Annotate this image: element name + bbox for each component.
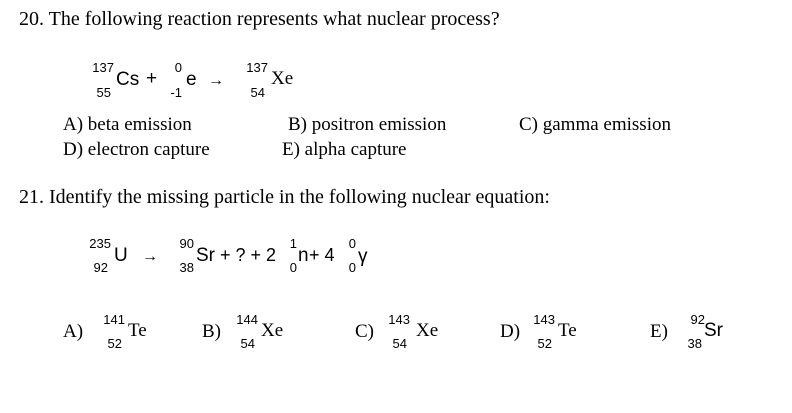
- q20-option-b[interactable]: B) positron emission: [288, 114, 447, 135]
- plus-four: + 4: [309, 245, 335, 265]
- q20-option-d[interactable]: D) electron capture: [63, 139, 210, 160]
- nuclide-sr-90: 90 38 Sr: [179, 236, 215, 275]
- question-21-title: 21. Identify the missing particle in the following nuclear equation:: [19, 186, 550, 208]
- nuclide-electron: 0 -1 e: [170, 60, 197, 100]
- q20-option-c[interactable]: C) gamma emission: [519, 114, 671, 135]
- question-20-title: 20. The following reaction represents what nuclear process?: [19, 8, 500, 30]
- nuclide-xe-137: 137 54 Xe: [246, 60, 294, 100]
- plus-sign: +: [146, 68, 158, 89]
- nuclide-cs-137: 137 55 Cs: [92, 60, 140, 100]
- nuclide-neutron: 1 0 n: [289, 236, 309, 275]
- nuclide-u-235: 235 92 U: [89, 236, 128, 275]
- missing-particle-expression: + ? + 2: [220, 245, 277, 265]
- q20-option-a[interactable]: A) beta emission: [63, 114, 192, 135]
- reaction-arrow: →: [208, 72, 224, 89]
- q20-option-e[interactable]: E) alpha capture: [282, 139, 407, 160]
- nuclide-gamma: 0 0 γ: [348, 236, 368, 275]
- reaction-arrow: →: [142, 248, 158, 265]
